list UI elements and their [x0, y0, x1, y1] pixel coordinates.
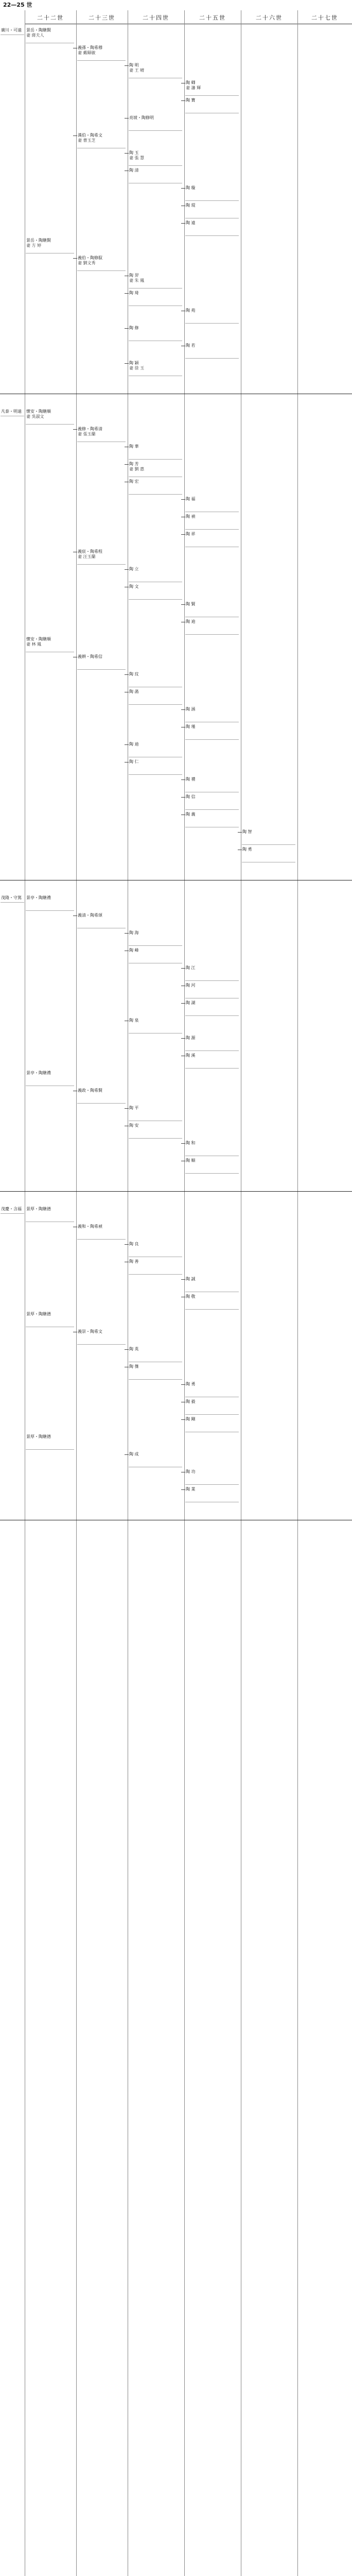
branch-connector [181, 604, 185, 605]
branch-connector [181, 709, 185, 710]
person-name: 景厚・陶継德 [26, 1207, 51, 1211]
person-name: 陶 寶 [186, 98, 196, 103]
person-name: 景亭・陶継禮 [26, 895, 51, 900]
person-name: 景亭・陶継禮 [26, 1071, 51, 1075]
person-name: 陶 明 [129, 63, 139, 67]
branch-connector [181, 968, 185, 969]
branch-connector [125, 674, 129, 675]
person-name: 陶 峰 [129, 948, 139, 953]
person-name: 景厚・陶継德 [26, 1434, 51, 1439]
person-name: 漢伯・陶希文 [78, 133, 102, 138]
section-root-label: 茂慶・含福 [1, 1207, 24, 1214]
person-entry [185, 98, 239, 113]
person-entry [129, 1452, 182, 1467]
person-entry [185, 203, 239, 218]
person-entry [129, 672, 182, 687]
person-name: 景厚・陶継德 [26, 1312, 51, 1316]
person-name: 陶 良 [129, 1242, 139, 1246]
branch-connector [181, 223, 185, 224]
spouse-name: 妻 張 慧 [129, 156, 145, 160]
person-entry [242, 847, 295, 862]
person-name: 陶 和 [186, 1141, 196, 1145]
person-name: 義孫・陶希穆 [78, 45, 102, 50]
person-name: 陶 江 [186, 965, 196, 970]
person-name: 陶 勇 [242, 847, 252, 852]
person-entry [129, 291, 182, 306]
person-name: 陶 穎 [129, 361, 139, 365]
spouse-name: 妻 戴頤敏 [78, 50, 96, 55]
person-entry [77, 1329, 126, 1345]
column-divider [76, 10, 77, 2576]
person-entry [185, 1053, 239, 1069]
spouse-name: 妻 王 晴 [129, 68, 145, 73]
branch-connector [125, 363, 129, 364]
spouse-name: 妻 徐 玉 [129, 366, 145, 370]
column-divider [297, 10, 298, 2576]
person-entry [129, 759, 182, 775]
column-header: 二十三世 [76, 11, 128, 24]
person-name: 陶 賢 [186, 602, 196, 606]
spouse-name: 妻 吳淑文 [26, 414, 44, 419]
person-entry [129, 567, 182, 582]
person-name: 景岳・陶継賢 [26, 238, 51, 243]
person-entry [129, 326, 182, 341]
person-entry [129, 63, 182, 78]
section-divider [0, 1191, 352, 1192]
person-entry [129, 584, 182, 600]
person-name: 陶 智 [242, 829, 252, 834]
person-name: 陶 毅 [186, 1399, 196, 1404]
person-name: 陶 源 [186, 1036, 196, 1040]
spouse-name: 妻 劉文秀 [78, 261, 96, 265]
person-entry [185, 1294, 239, 1310]
column-header: 二十七世 [297, 11, 352, 24]
person-entry [26, 1434, 74, 1450]
spouse-name: 妻 瀋 輝 [186, 86, 201, 90]
person-entry [129, 1106, 182, 1121]
person-name: 義崇・陶希文 [78, 1329, 102, 1334]
person-name: 陶 義 [186, 812, 196, 817]
branch-connector [125, 1349, 129, 1350]
person-entry [185, 221, 239, 236]
person-name: 陶 立 [129, 567, 139, 571]
person-entry [185, 1382, 239, 1397]
branch-connector [73, 429, 77, 430]
branch-connector [125, 933, 129, 934]
person-entry [26, 895, 74, 911]
person-entry [129, 115, 182, 131]
person-entry [185, 619, 239, 635]
person-entry [129, 444, 182, 460]
branch-connector [125, 1454, 129, 1455]
person-entry [129, 1347, 182, 1362]
person-name: 陶 清 [129, 168, 139, 173]
spouse-name: 妻 林 鳳 [26, 642, 42, 647]
branch-connector [73, 258, 77, 259]
person-name: 懷安・陶継順 [26, 409, 51, 414]
branch-connector [238, 832, 242, 833]
person-name: 陶 迪 [129, 742, 139, 747]
genealogy-chart [0, 10, 352, 2576]
branch-connector [181, 1003, 185, 1004]
person-entry [26, 238, 74, 253]
person-name: 陶 海 [129, 930, 139, 935]
person-entry [185, 794, 239, 810]
person-name: 陶 安 [129, 1123, 139, 1128]
person-name: 陶 玟 [129, 672, 139, 676]
person-name: 陶 業 [186, 1487, 196, 1492]
person-entry [129, 273, 182, 289]
person-name: 陶 若 [186, 343, 196, 348]
branch-connector [125, 1108, 129, 1109]
person-name: 陶 仁 [129, 759, 139, 764]
person-entry [129, 1123, 182, 1139]
branch-connector [181, 1419, 185, 1420]
person-name: 景岳・陶継賢 [26, 28, 51, 32]
person-entry [185, 532, 239, 547]
person-name: 陶 英 [129, 1347, 139, 1351]
person-entry [185, 1001, 239, 1016]
person-name: 陶 瑾 [186, 724, 196, 729]
person-name: 陶 順 [186, 1158, 196, 1163]
person-entry [129, 1259, 182, 1275]
person-name: 陶 菡 [129, 689, 139, 694]
person-entry [129, 742, 182, 757]
column-header: 二十二世 [25, 11, 76, 24]
person-name: 陶 善 [129, 1259, 139, 1264]
person-name: 陶 湖 [186, 1001, 196, 1005]
person-entry [185, 1417, 239, 1432]
person-entry [77, 1088, 126, 1104]
spouse-name: 妻 汪玉蘭 [78, 554, 96, 559]
person-name: 陶 卿 [186, 80, 196, 85]
person-entry [185, 777, 239, 792]
person-entry [185, 707, 239, 722]
branch-connector [181, 188, 185, 189]
person-name: 陶 琨 [186, 203, 196, 208]
person-entry [129, 948, 182, 963]
person-entry [129, 689, 182, 705]
person-entry [242, 829, 295, 845]
person-entry [129, 1018, 182, 1033]
person-name: 陶 功 [186, 1469, 196, 1474]
person-name: 陶 河 [186, 983, 196, 988]
person-name: 陶 禮 [186, 777, 196, 782]
section-root-label: 廣川・可遠 [1, 28, 24, 35]
section-root-label: 凡泰・明遠 [1, 409, 24, 416]
person-entry [185, 1158, 239, 1174]
branch-connector [73, 135, 77, 136]
person-name: 陶 泉 [129, 1018, 139, 1023]
person-entry [185, 812, 239, 827]
person-entry [185, 1277, 239, 1292]
branch-connector [125, 569, 129, 570]
person-name: 陶 平 [129, 1106, 139, 1110]
person-name: 陶 宏 [129, 479, 139, 484]
person-name: 陶 成 [129, 1452, 139, 1456]
person-name: 陶 修 [129, 326, 139, 330]
person-entry [185, 1036, 239, 1051]
person-name: 陶 迪 [186, 619, 196, 624]
person-entry [26, 1312, 74, 1327]
branch-connector [125, 464, 129, 465]
person-name: 陶 祥 [186, 532, 196, 536]
person-name: 陶 苑 [186, 308, 196, 313]
person-entry [77, 1224, 126, 1240]
branch-connector [125, 65, 129, 66]
person-entry [185, 1141, 239, 1156]
person-name: 陶 芳 [129, 462, 139, 466]
person-entry [185, 185, 239, 201]
person-entry [26, 1207, 74, 1222]
person-name: 義和・陶希禎 [78, 1224, 102, 1229]
person-entry [77, 549, 126, 565]
person-entry [77, 427, 126, 442]
person-entry [129, 479, 182, 495]
person-name: 陶 遠 [186, 221, 196, 225]
section-root-label: 茂隆・守篤 [1, 895, 24, 903]
branch-connector [181, 534, 185, 535]
branch-connector [125, 1244, 129, 1245]
person-entry [185, 724, 239, 740]
person-entry [185, 497, 239, 512]
person-entry [185, 80, 239, 96]
person-name: 陶 禎 [186, 514, 196, 519]
person-entry [129, 930, 182, 946]
person-entry [185, 1487, 239, 1502]
spouse-name: 妻 方 婷 [26, 243, 42, 248]
branch-connector [125, 328, 129, 329]
person-name: 陶 敬 [186, 1294, 196, 1299]
branch-connector [181, 1489, 185, 1490]
person-name: 陶 溪 [186, 1053, 196, 1058]
person-entry [77, 133, 126, 148]
person-entry [129, 150, 182, 166]
person-entry [26, 28, 74, 43]
person-name: 陶 誠 [186, 1277, 196, 1281]
branch-connector [181, 1143, 185, 1144]
person-entry [185, 602, 239, 617]
person-name: 陶 華 [129, 444, 139, 449]
spouse-name: 妻 張玉蘭 [78, 432, 96, 436]
person-entry [185, 1399, 239, 1415]
person-entry [77, 913, 126, 928]
person-name: 陶 涵 [186, 707, 196, 711]
person-entry [185, 965, 239, 981]
person-name: 義宸・陶希程 [78, 549, 102, 554]
person-entry [129, 462, 182, 477]
branch-connector [125, 744, 129, 745]
person-entry [129, 361, 182, 376]
spouse-name: 妻 劉 惠 [129, 467, 145, 471]
person-entry [77, 256, 126, 271]
person-name: 陶 璇 [186, 185, 196, 190]
branch-connector [181, 797, 185, 798]
person-entry [77, 45, 126, 61]
person-name: 陶 傑 [129, 1364, 139, 1369]
person-name: 亮坡・陶修明 [129, 115, 154, 120]
branch-connector [181, 1384, 185, 1385]
person-entry [77, 654, 126, 670]
person-name: 懷安・陶継順 [26, 637, 51, 641]
person-entry [129, 1242, 182, 1257]
person-name: 義伯・陶修馭 [78, 256, 102, 260]
person-name: 陶 羿 [129, 273, 139, 278]
person-name: 義修・陶希清 [78, 427, 102, 431]
person-entry [129, 1364, 182, 1380]
person-name: 陶 勇 [186, 1382, 196, 1386]
person-entry [129, 168, 182, 183]
column-header: 二十六世 [241, 11, 297, 24]
column-header: 二十四世 [128, 11, 184, 24]
person-name: 陶 文 [129, 584, 139, 589]
column-divider [184, 10, 185, 2576]
person-name: 陶 琦 [129, 291, 139, 295]
person-name: 義政・陶希賢 [78, 1088, 102, 1093]
person-name: 陶 剛 [186, 1417, 196, 1421]
branch-connector [181, 1279, 185, 1280]
page-header: 22—25 世 [3, 2, 32, 8]
person-entry [185, 514, 239, 530]
branch-connector [181, 779, 185, 780]
spouse-name: 妻 曹玉芝 [78, 138, 96, 143]
column-header: 二十五世 [184, 11, 241, 24]
branch-connector [181, 100, 185, 101]
person-name: 義清・陶希頌 [78, 913, 102, 918]
person-entry [185, 343, 239, 359]
person-name: 陶 信 [186, 794, 196, 799]
branch-connector [125, 153, 129, 154]
branch-connector [181, 499, 185, 500]
spouse-name: 妻 蔣夫人 [26, 33, 44, 38]
person-name: 陶 福 [186, 497, 196, 501]
person-entry [185, 1469, 239, 1485]
person-entry [26, 637, 74, 652]
person-entry [185, 983, 239, 998]
person-entry [26, 1071, 74, 1086]
branch-connector [181, 1038, 185, 1039]
person-entry [26, 409, 74, 425]
person-name: 義耕・陶希信 [78, 654, 102, 659]
person-entry [185, 308, 239, 324]
branch-connector [125, 293, 129, 294]
person-name: 陶 玉 [129, 150, 139, 155]
spouse-name: 妻 朱 鳳 [129, 278, 145, 283]
